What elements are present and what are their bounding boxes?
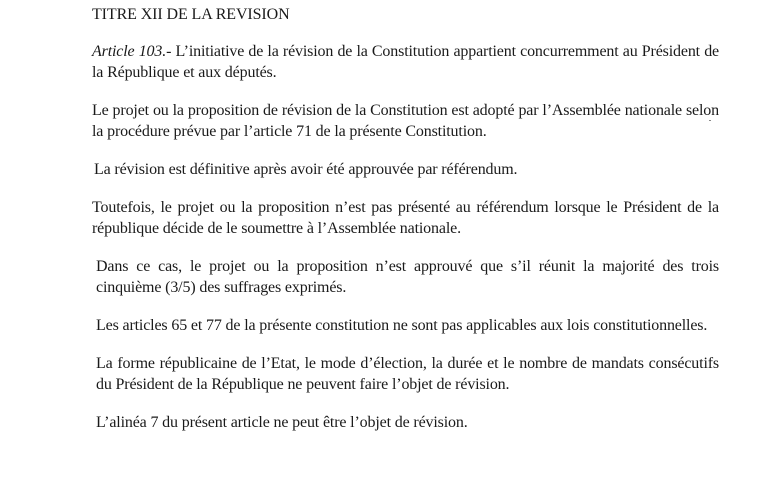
paragraph-republican-form: La forme républicaine de l’Etat, le mode d’élection, la durée et le nombre de mandats consécutifs du Président de la République ne peuvent faire l’objet de révision.	[96, 355, 719, 393]
paragraph-referendum: La révision est définitive après avoir été approuvée par référendum.	[94, 161, 518, 178]
paragraph-alinea-7: L’alinéa 7 du présent article ne peut être l’objet de révision.	[96, 414, 468, 431]
paragraph-article-intro	[92, 41, 719, 83]
article-number: Article 103.	[92, 43, 167, 60]
article-dash: -	[166, 43, 172, 60]
paragraph-text: L’initiative de la révision de la Constitution appartient concurremment au Président de la République et aux députés.	[92, 43, 719, 81]
paragraph-non-applicable: Les articles 65 et 77 de la présente constitution ne sont pas applicables aux lois constitutionnelles.	[96, 317, 708, 334]
paragraph-procedure: Le projet ou la proposition de révision de la Constitution est adopté par l’Assemblée nationale selon la procédure prévue par l’article 71 de la présente Constitution.	[92, 102, 719, 140]
scan-speck	[709, 120, 711, 121]
section-title: TITRE XII DE LA REVISION	[92, 6, 290, 23]
paragraph-majority: Dans ce cas, le projet ou la proposition n’est approuvé que s’il réunit la majorité des trois cinquième (3/5) des suffrages exprimés.	[96, 258, 719, 296]
document-page	[92, 4, 719, 450]
paragraph-exception: Toutefois, le projet ou la proposition n’est pas présenté au référendum lorsque le Président de la république décide de le soumettre à l’Assemblée nationale.	[92, 199, 719, 237]
